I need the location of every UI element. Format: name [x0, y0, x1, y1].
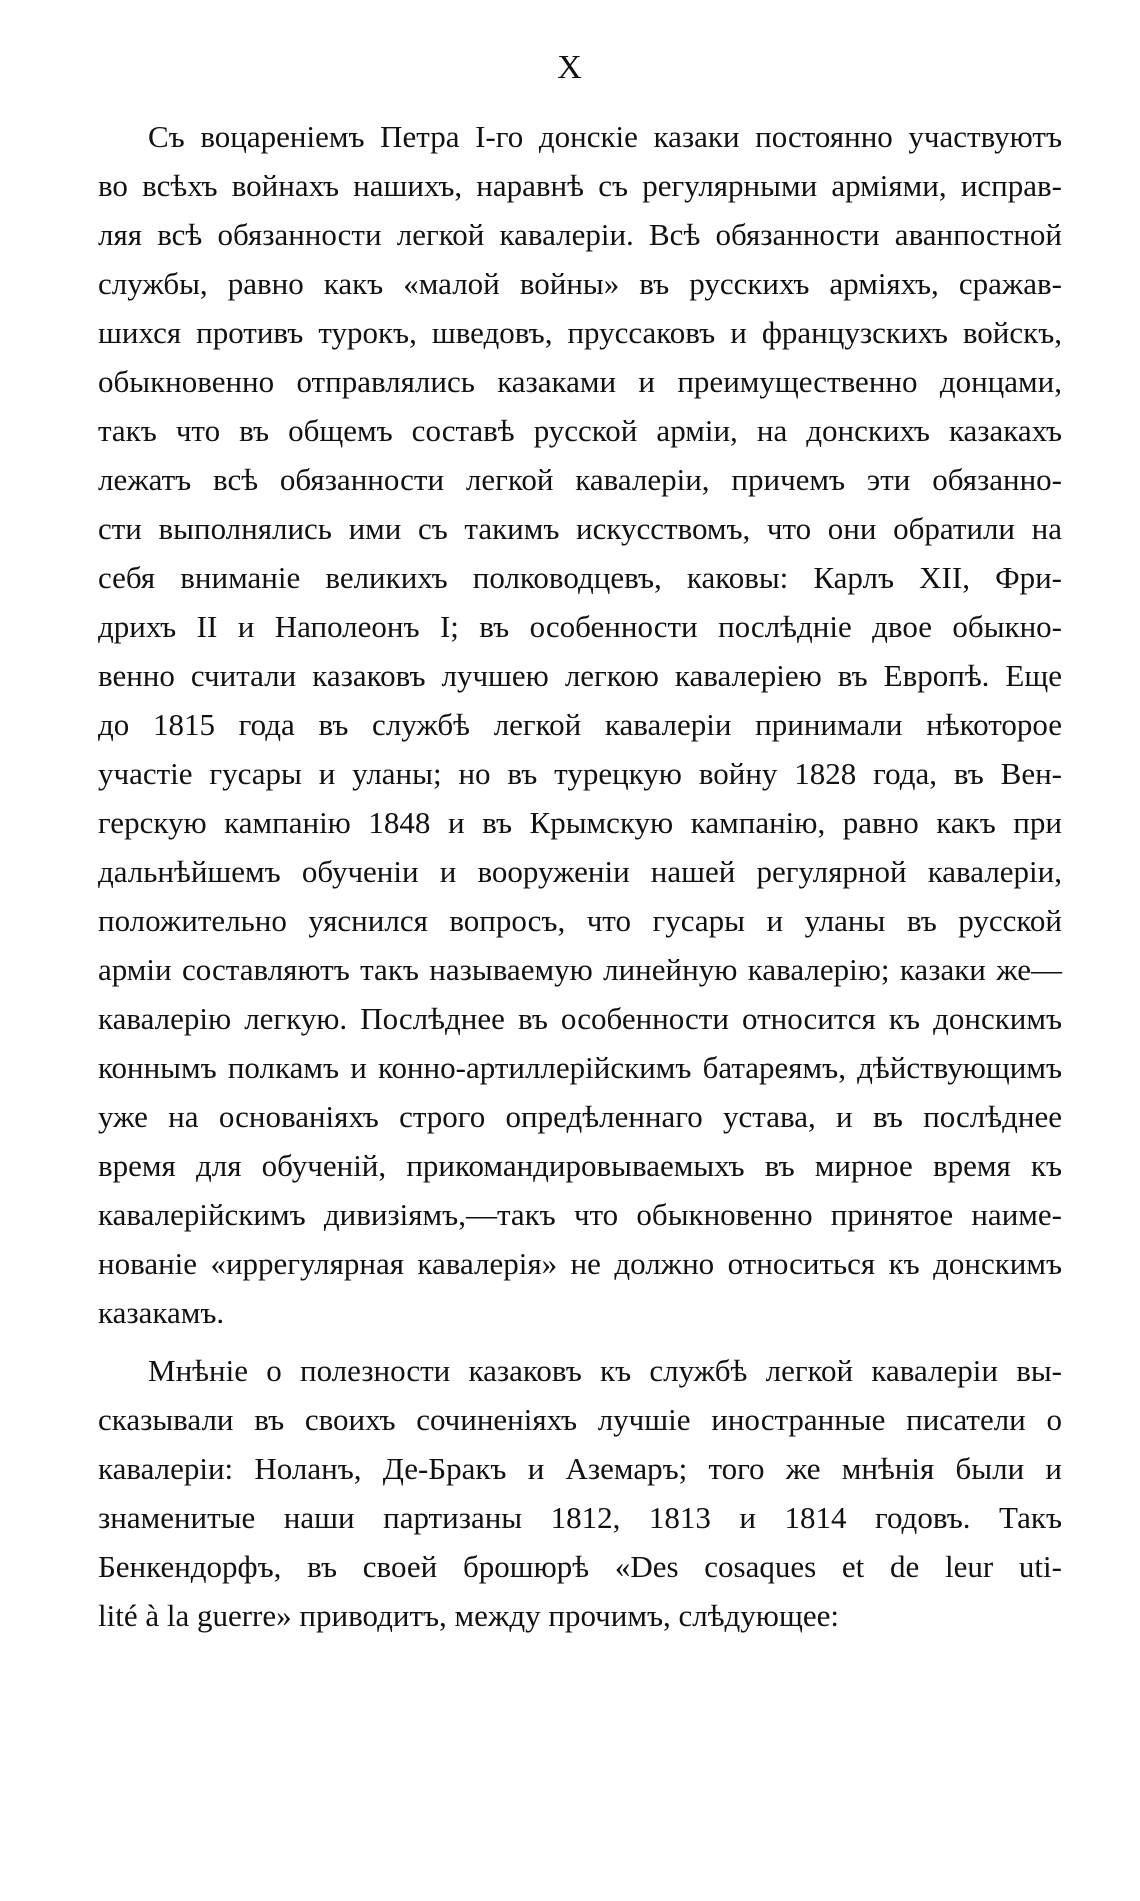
text-line: время для обученій, прикомандировываемыхъ въ мирное время къ — [98, 1148, 1062, 1183]
text-line: уже на основаніяхъ строго опредѣленнаго устава, и въ послѣднее — [98, 1099, 1062, 1134]
page-number: X — [557, 49, 583, 86]
text-line: коннымъ полкамъ и конно-артиллерійскимъ батареямъ, дѣйствующимъ — [98, 1050, 1062, 1085]
text-line: себя вниманіе великихъ полководцевъ, каковы: Карлъ XII, Фри- — [98, 560, 1062, 595]
text-line: ляя всѣ обязанности легкой кавалеріи. Всѣ обязанности аванпостной — [98, 217, 1062, 252]
paragraph-2 — [98, 1346, 1062, 1640]
text-line: герскую кампанію 1848 и въ Крымскую кампанію, равно какъ при — [98, 805, 1062, 840]
text-line: lité à la guerre» приводитъ, между прочимъ, слѣдующее: — [98, 1598, 839, 1633]
text-line: Бенкендорфъ, въ своей брошюрѣ «Des cosaques et de leur uti- — [98, 1549, 1062, 1584]
text-line: обыкновенно отправлялись казаками и преимущественно донцами, — [98, 364, 1062, 399]
text-line: шихся противъ турокъ, шведовъ, пруссаковъ и французскихъ войскъ, — [98, 315, 1062, 350]
text-line: кавалеріи: Ноланъ, Де-Бракъ и Аземаръ; того же мнѣнія были и — [98, 1451, 1062, 1486]
text-line: Съ воцареніемъ Петра І-го донскіе казаки постоянно участвуютъ — [148, 119, 1062, 154]
text-line: службы, равно какъ «малой войны» въ русскихъ арміяхъ, сражав- — [98, 266, 1062, 301]
text-line: казакамъ. — [98, 1295, 225, 1330]
text-line: до 1815 года въ службѣ легкой кавалеріи принимали нѣкоторое — [98, 707, 1062, 742]
text-line: венно считали казаковъ лучшею легкою кавалеріею въ Европѣ. Еще — [98, 658, 1062, 693]
text-line: такъ что въ общемъ составѣ русской арміи, на донскихъ казакахъ — [98, 413, 1062, 448]
text-line: сказывали въ своихъ сочиненіяхъ лучшіе иностранные писатели о — [98, 1402, 1062, 1437]
text-line: дрихъ II и Наполеонъ I; въ особенности послѣдніе двое обыкно- — [98, 609, 1062, 644]
text-line: сти выполнялись ими съ такимъ искусствомъ, что они обратили на — [98, 511, 1062, 546]
text-line: дальнѣйшемъ обученіи и вооруженіи нашей регулярной кавалеріи, — [98, 854, 1062, 889]
text-line: Мнѣніе о полезности казаковъ къ службѣ легкой кавалеріи вы- — [148, 1353, 1062, 1388]
text-line: знаменитые наши партизаны 1812, 1813 и 1814 годовъ. Такъ — [98, 1500, 1062, 1535]
text-line: во всѣхъ войнахъ нашихъ, наравнѣ съ регулярными арміями, исправ- — [98, 168, 1062, 203]
text-line: нованіе «иррегулярная кавалерія» не должно относиться къ донскимъ — [98, 1246, 1062, 1281]
text-line: лежатъ всѣ обязанности легкой кавалеріи, причемъ эти обязанно- — [98, 462, 1062, 497]
text-line: арміи составляютъ такъ называемую линейную кавалерію; казаки же— — [98, 952, 1062, 987]
text-line: кавалерійскимъ дивизіямъ,—такъ что обыкновенно принятое наиме- — [98, 1197, 1062, 1232]
text-line: положительно уяснился вопросъ, что гусары и уланы въ русской — [98, 903, 1062, 938]
text-line: участіе гусары и уланы; но въ турецкую войну 1828 года, въ Вен- — [98, 756, 1062, 791]
paragraph-1 — [98, 112, 1062, 1337]
text-line: кавалерію легкую. Послѣднее въ особенности относится къ донскимъ — [98, 1001, 1062, 1036]
